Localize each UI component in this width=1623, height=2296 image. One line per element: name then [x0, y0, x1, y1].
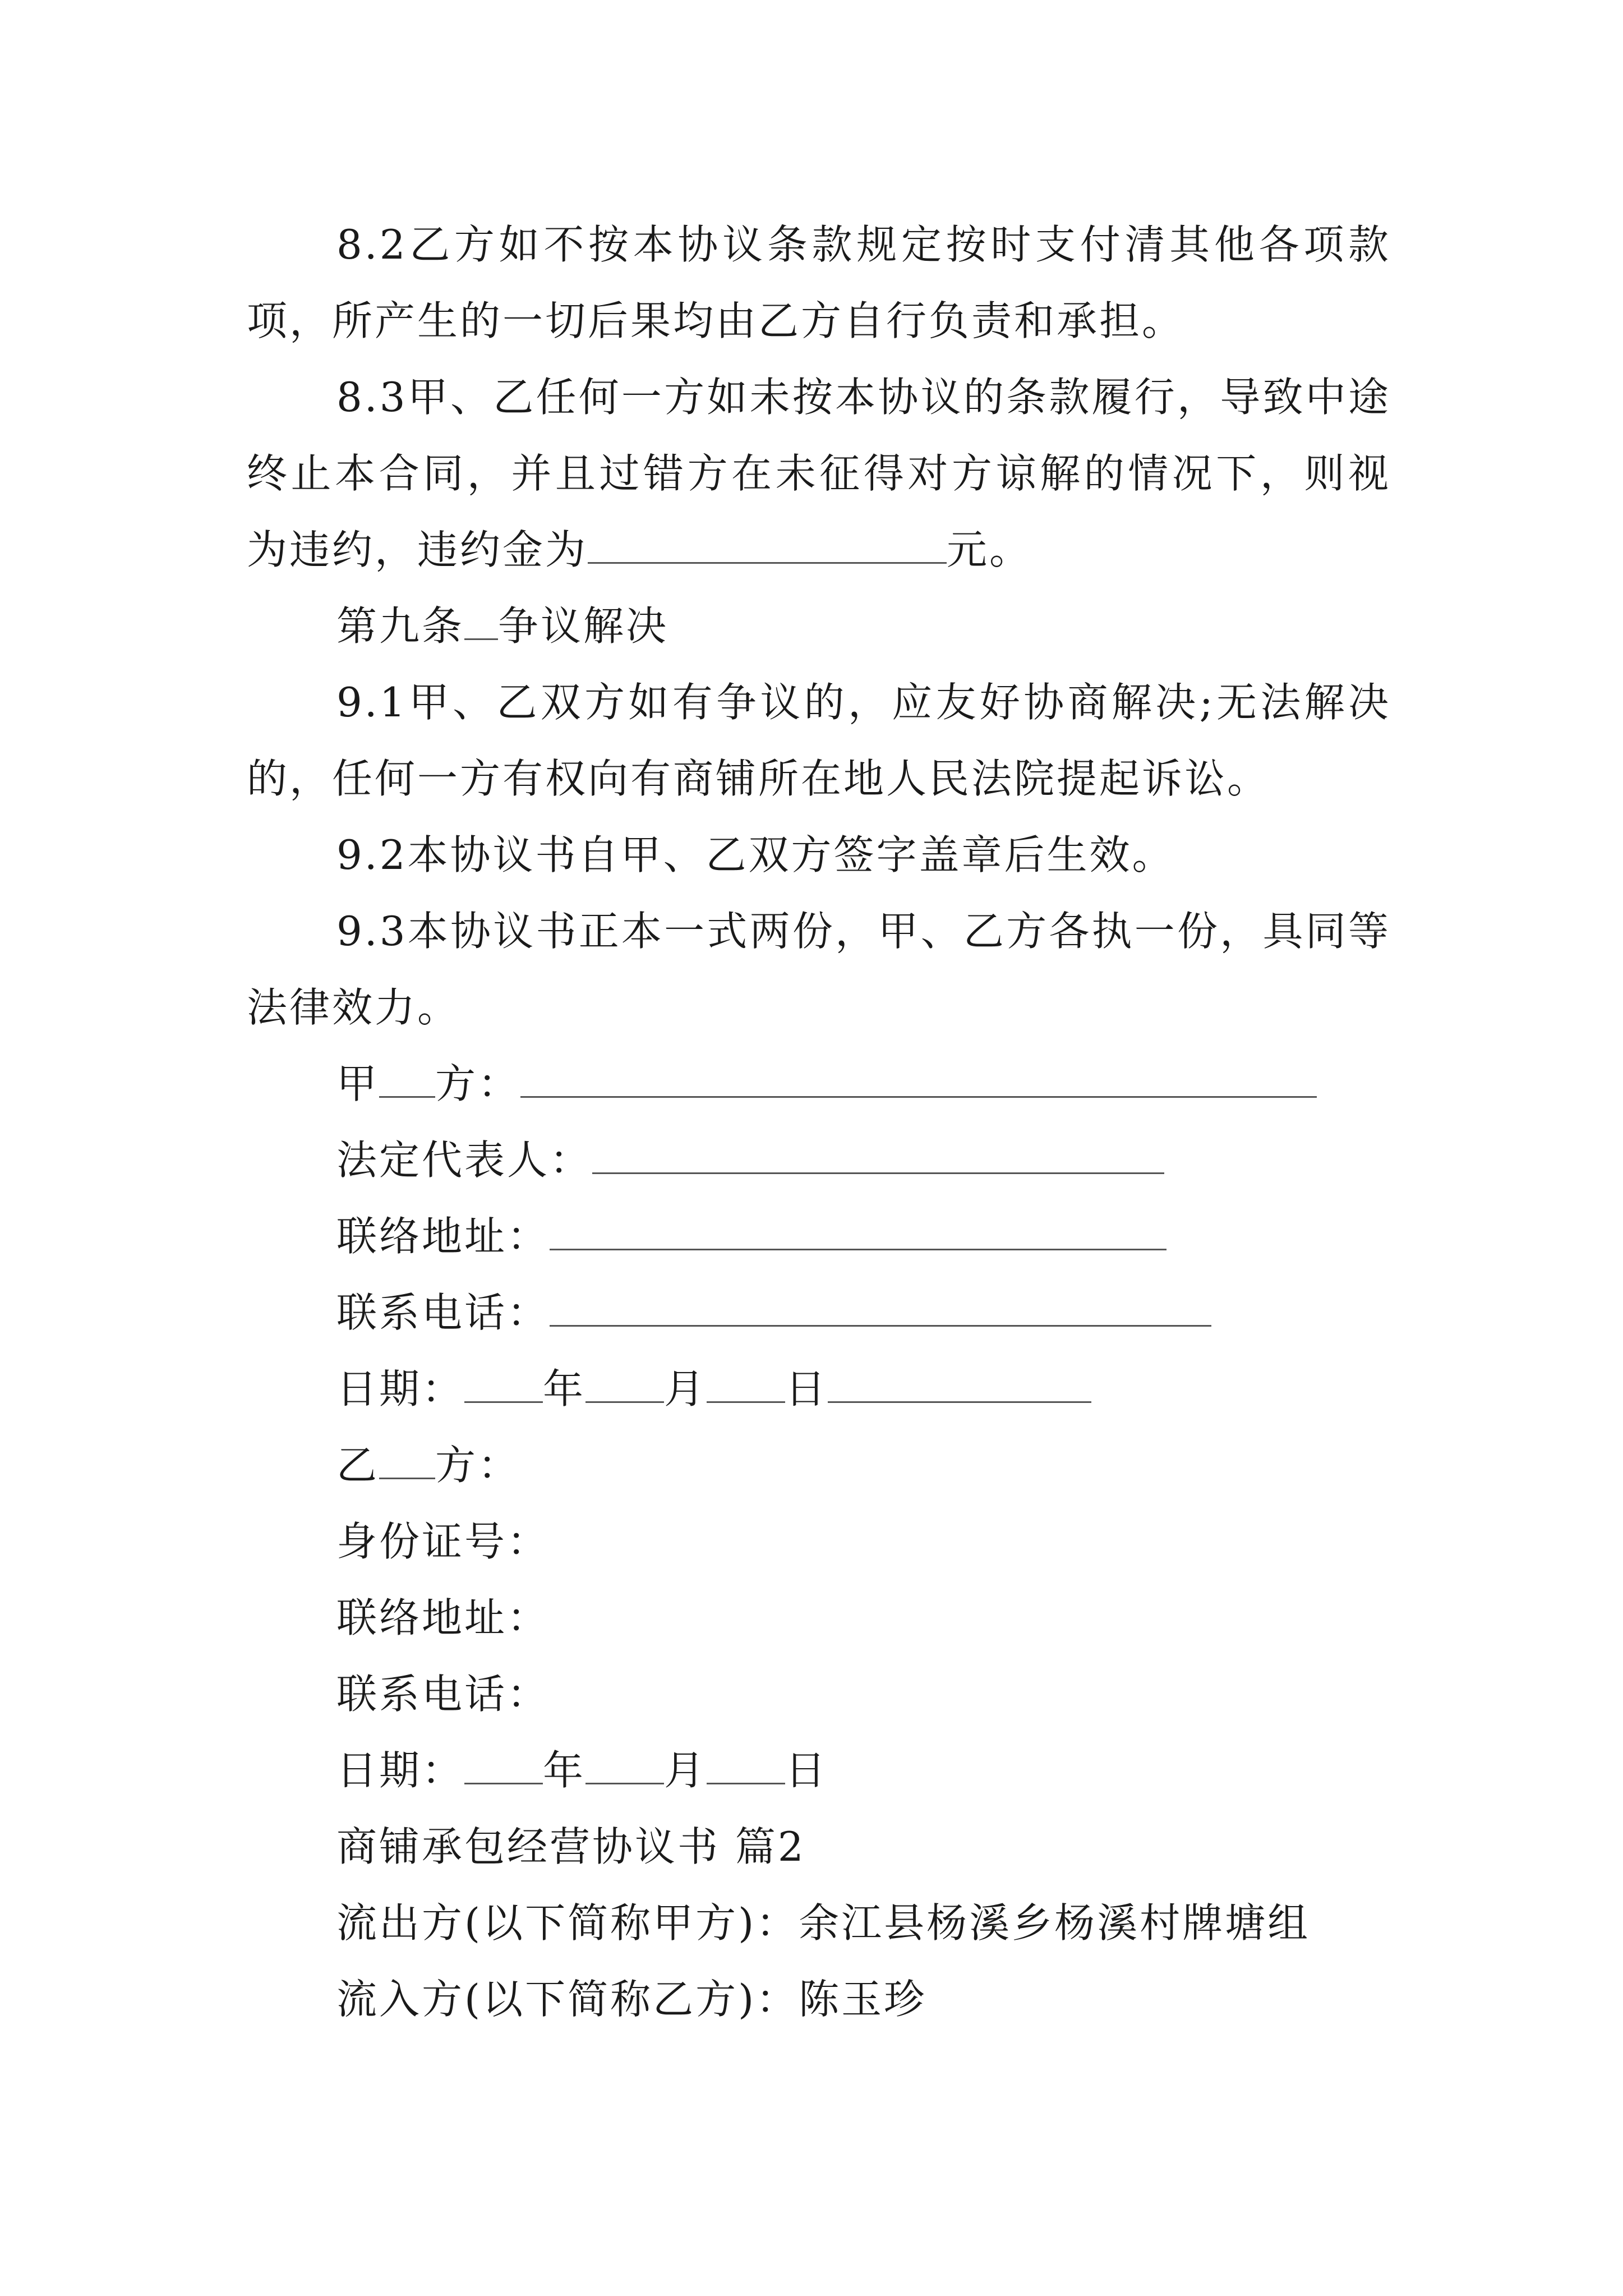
party-b-label-char1: 乙 [336, 1442, 380, 1489]
day-label: 日 [785, 1365, 828, 1412]
clause-8-2: 8.2乙方如不按本协议条款规定按时支付清其他各项款项，所产生的一切后果均由乙方自行负责和承担。 [247, 221, 1391, 344]
legal-rep-blank [592, 1133, 1164, 1174]
section-2-heading [247, 1809, 1391, 1885]
party-a-date-line [247, 1351, 1391, 1427]
year-label: 年 [543, 1747, 586, 1794]
clause-8-3-unit: 元。 [947, 526, 1032, 573]
outflow-party-line: 流出方(以下简称甲方)：余江县杨溪乡杨溪村牌塘组 [336, 1899, 1311, 1947]
article-9-heading [247, 588, 1391, 664]
clause-9-1: 9.1甲、乙双方如有争议的，应友好协商解决;无法解决的，任何一方有权向有商铺所在地人民法院提起诉讼。 [247, 679, 1391, 802]
day-label: 日 [785, 1747, 828, 1794]
party-b-line [247, 1427, 1391, 1503]
section-2-title: 商铺承包经营协议书 [336, 1823, 721, 1870]
date-tail-blank [828, 1362, 1091, 1403]
party-a-label-char1: 甲 [336, 1060, 380, 1107]
clause-9-3: 9.3本协议书正本一式两份，甲、乙方各执一份，具同等法律效力。 [247, 908, 1391, 1031]
year-blank [464, 1362, 543, 1403]
party-a-phone-blank [550, 1286, 1211, 1327]
day-blank [707, 1743, 785, 1784]
clause-8-3-text: 8.3甲、乙任何一方如未按本协议的条款履行，导致中途终止本合同，并且过错方在未征得对方谅解的情况下，则视为违约，违约金为 [247, 374, 1391, 573]
penalty-amount-blank [588, 523, 947, 564]
party-a-label-char2: 方： [435, 1060, 521, 1107]
clause-9-2: 9.2本协议书自甲、乙双方签字盖章后生效。 [336, 831, 1175, 878]
party-b-phone-line: 联系电话： [336, 1671, 550, 1718]
month-label: 月 [664, 1747, 707, 1794]
document-page [247, 206, 1391, 2037]
party-a-address-label: 联络地址： [336, 1213, 550, 1260]
party-b-id-line: 身份证号： [336, 1518, 550, 1565]
inflow-party-line: 流入方(以下简称乙方)：陈玉珍 [336, 1976, 927, 2023]
party-b-address-line: 联络地址： [336, 1594, 550, 1641]
party-b-label-char2: 方： [435, 1442, 521, 1489]
month-blank [585, 1362, 664, 1403]
article-9-title: 争议解决 [498, 602, 669, 650]
party-a-phone-label: 联系电话： [336, 1289, 550, 1336]
party-a-line [247, 1046, 1391, 1122]
day-blank [707, 1362, 785, 1403]
section-2-number: 篇2 [735, 1823, 806, 1870]
month-blank [585, 1743, 664, 1784]
party-a-address-blank [550, 1209, 1166, 1250]
article-9-blank [464, 599, 498, 640]
date-label: 日期： [336, 1747, 465, 1794]
article-9-prefix: 第九条 [336, 602, 465, 650]
clause-8-3 [247, 359, 1391, 588]
party-a-address-line [247, 1198, 1391, 1274]
party-b-label-blank [379, 1438, 435, 1479]
year-label: 年 [543, 1365, 586, 1412]
party-b-date-line [247, 1732, 1391, 1809]
month-label: 月 [664, 1365, 707, 1412]
legal-rep-label: 法定代表人： [336, 1137, 593, 1184]
party-a-legal-rep-line [247, 1122, 1391, 1198]
party-a-name-blank [520, 1057, 1317, 1098]
party-a-phone-line [247, 1274, 1391, 1351]
date-label: 日期： [336, 1365, 465, 1412]
party-a-label-blank [379, 1057, 435, 1098]
year-blank [464, 1743, 543, 1784]
